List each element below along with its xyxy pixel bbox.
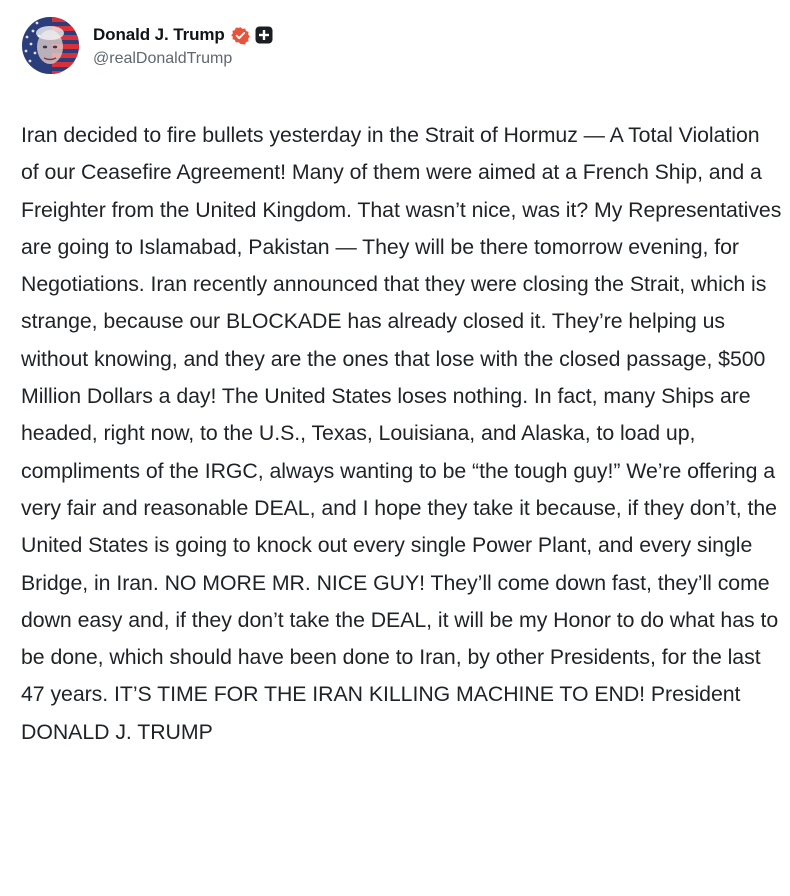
- author-handle[interactable]: @realDonaldTrump: [93, 50, 233, 67]
- post-header: [22, 17, 273, 74]
- name-row: [93, 24, 273, 46]
- author-identity: [93, 17, 273, 68]
- verified-badge-icon: [231, 26, 250, 45]
- author-display-name[interactable]: Donald J. Trump: [93, 25, 225, 44]
- post-body-text: Iran decided to fire bullets yesterday in the Strait of Hormuz — A Total Violation of our Ceasefire Agreement! Many of them were aimed at a French Ship, and a Freighter from the United Kingdom. That wasn’t nice, was it? My Representatives are going to Islamabad, Pakistan — They will be there tomorrow evening, for Negotiations. Iran recently announced that they were closing the Strait, which is strange, because our BLOCKADE has already closed it. They’re helping us without knowing, and they are the ones that lose with the closed passage, $500 Million Dollars a day! The United States loses nothing. In fact, many Ships are headed, right now, to the U.S., Texas, Louisiana, and Alaska, to load up, compliments of the IRGC, always wanting to be “the tough guy!” We’re offering a very fair and reasonable DEAL, and I hope they take it because, if they don’t, the United States is going to knock out every single Power Plant, and every single Bridge, in Iran. NO MORE MR. NICE GUY! They’ll come down fast, they’ll come down easy and, if they don’t take the DEAL, it will be my Honor to do what has to be done, which should have been done to Iran, by other Presidents, for the last 47 years. IT’S TIME FOR THE IRAN KILLING MACHINE TO END! President DONALD J. TRUMP: [21, 123, 788, 744]
- avatar-flag-icon: [22, 17, 79, 74]
- plus-badge-icon: [255, 26, 273, 44]
- avatar[interactable]: [22, 17, 79, 74]
